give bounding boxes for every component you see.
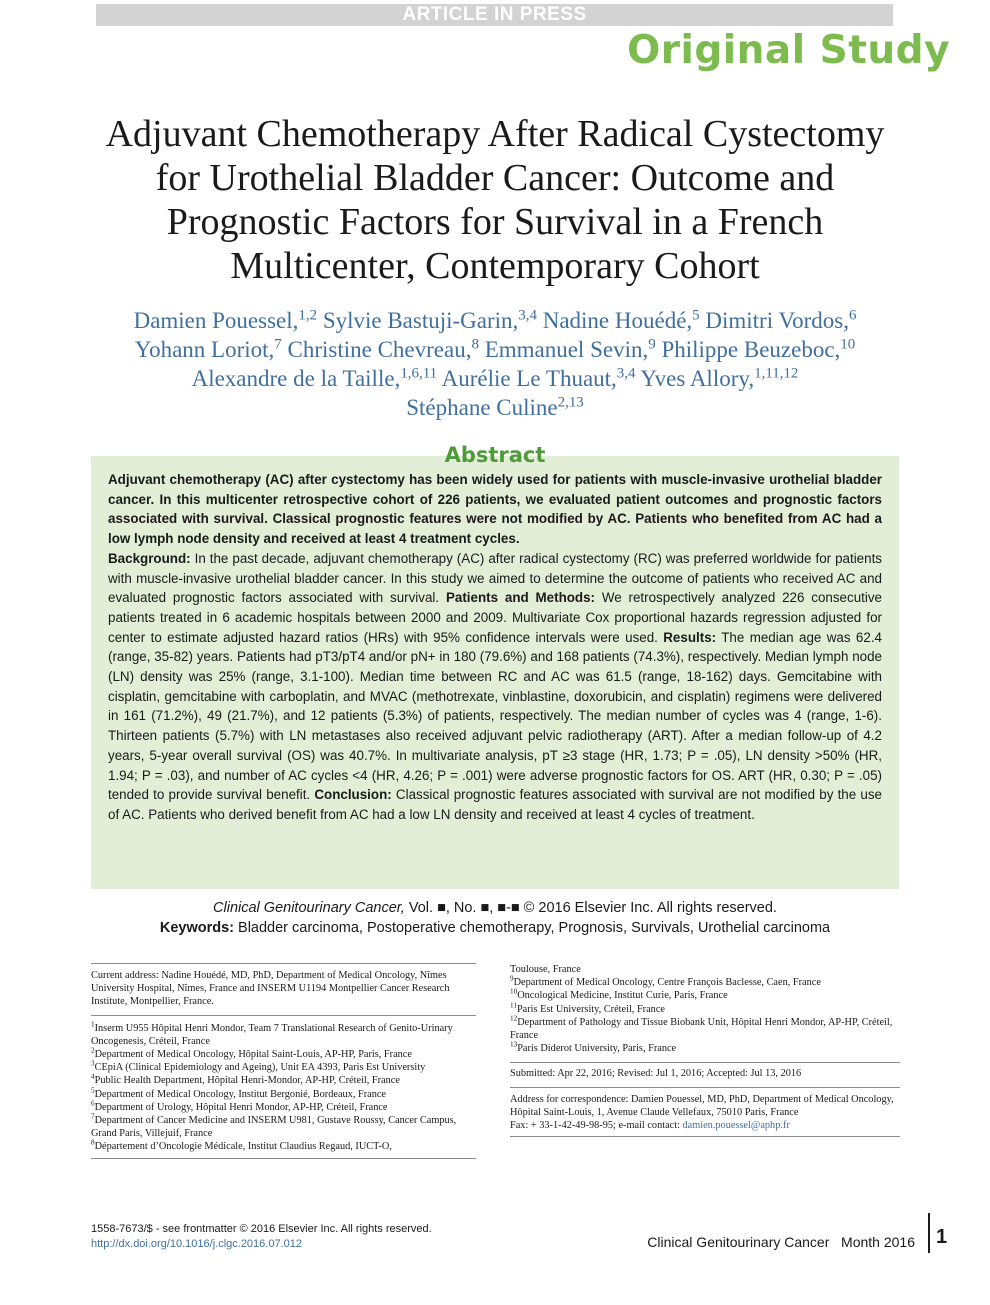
footnote-divider [510, 1136, 900, 1137]
footer-divider [928, 1213, 930, 1253]
affiliation-text: Department of Cancer Medicine and INSERM U981, Gustave Roussy, Cancer Campus, Grand Paris, Villejuif, France [91, 1115, 457, 1140]
article-title [60, 112, 930, 288]
author-name[interactable]: Yohann Loriot, [134, 337, 275, 362]
fax-text: Fax: + 33-1-42-49-98-95; e-mail contact: [510, 1120, 683, 1132]
author-name[interactable]: Alexandre de la Taille, [191, 366, 401, 391]
affiliation [91, 1061, 476, 1074]
author-name[interactable]: Sylvie Bastuji-Garin, [317, 308, 519, 333]
keywords-line [0, 919, 990, 938]
author-name[interactable]: Yves Allory, [635, 366, 755, 391]
affiliation-text: Oncological Medicine, Institut Curie, Paris, France [517, 990, 728, 1002]
section-label: Original Study [627, 28, 950, 73]
author-line [60, 364, 930, 393]
citation-line [0, 899, 990, 918]
author-affiliation-mark: 10 [840, 336, 856, 353]
results-text: The median age was 62.4 (range, 35-82) years. Patients had pT3/pT4 and/or pN+ in 180 (79.6%) and 168 patients (74.3%), respectively. Median lymph node (LN) density was 25% (range, 3.1-100). Median time between RC and AC was 61.5 (range, 18-162) days. Gemcitabine with cisplatin, gemcitabine with carboplatin, and MVAC (methotrexate, vinblastine, doxorubicin, and cisplatin) regimens were delivered in 161 (71.2%), 49 (21.7%), and 12 patients (5.3%) of patients, respectively. The median number of cycles was 4 (range, 1-6). Thirteen patients (5.7%) with LN metastases also received adjuvant pelvic radiotherapy (ART). After a median follow-up of 4.2 years, 5-year overall survival (OS) was 40.7%. In multivariate analysis, pT ≥3 stage (HR, 1.73; P = .05), LN density >50% (HR, 1.94; P = .03), and number of AC cycles <4 (HR, 4.26; P = .001) were adverse prognostic factors for OS. ART (HR, 0.30; P = .05) tended to provide survival benefit. [108, 629, 882, 803]
affiliation-number: 8 [91, 1139, 95, 1148]
author-line [60, 393, 930, 422]
author-name[interactable]: Christine Chevreau, [281, 337, 472, 362]
title-line: Prognostic Factors for Survival in a French [166, 201, 824, 243]
affiliation-text: CEpiA (Clinical Epidemiology and Ageing), Unit EA 4393, Paris Est University [94, 1062, 426, 1074]
affiliation-number: 9 [510, 974, 514, 983]
abstract-summary: Adjuvant chemotherapy (AC) after cystectomy has been widely used for patients with muscle-invasive urothelial bladder cancer. In this multicenter retrospective cohort of 226 patients, we evaluated patient outcomes and prognostic factors associated with survival. Classical prognostic features were not modified by AC. Patients who benefited from AC had a low lymph node density and received at least 4 treatment cycles. [108, 472, 882, 547]
author-affiliation-mark: 1,2 [298, 307, 318, 324]
current-address: Current address: Nadine Houédé, MD, PhD, Department of Medical Oncology, Nîmes University Hospital, Nîmes, France and INSERM U1194 Montpellier Cancer Research Institute, Montpellier, France. [91, 970, 450, 1008]
affiliation-number: 12 [510, 1014, 518, 1023]
affiliation-number: 1 [91, 1020, 95, 1029]
author-affiliation-mark: 5 [692, 307, 700, 324]
affiliation-number: 7 [91, 1112, 95, 1121]
footnote-divider [510, 1062, 900, 1063]
abstract-body [108, 549, 882, 825]
citation-journal: Clinical Genitourinary Cancer, [213, 900, 405, 916]
affiliation [91, 1022, 476, 1048]
affiliation-text: Department of Medical Oncology, Hôpital Saint-Louis, AP-HP, Paris, France [94, 1049, 412, 1061]
affiliation-text: Département d’Oncologie Médicale, Institut Claudius Regaud, IUCT-O, [94, 1141, 392, 1153]
footnote-divider [91, 963, 476, 964]
footnote-divider [91, 1158, 476, 1159]
article-in-press-banner: ARTICLE IN PRESS [96, 4, 893, 26]
affiliation-number: 6 [91, 1099, 95, 1108]
affiliation-continuation: Toulouse, France [510, 964, 581, 975]
affiliation-text: Inserm U955 Hôpital Henri Mondor, Team 7 Translational Research of Genito-Urinary Oncogenesis, Créteil, France [91, 1022, 453, 1047]
author-affiliation-mark: 8 [471, 336, 479, 353]
author-name[interactable]: Dimitri Vordos, [699, 308, 849, 333]
methods-label: Patients and Methods: [445, 590, 596, 606]
background-text: In the past decade, adjuvant chemotherapy (AC) after radical cystectomy (RC) was preferred worldwide for patients with muscle-invasive urothelial bladder cancer. In this study we aimed to determine the outcome of patients who received AC and evaluated prognostic factors associated with survival. [108, 550, 882, 606]
affiliation-number: 4 [91, 1073, 95, 1081]
affiliation [510, 989, 900, 1002]
footer-journal: Clinical Genitourinary Cancer [647, 1234, 830, 1250]
affiliation [91, 1048, 476, 1061]
affiliation-text: Department of Medical Oncology, Centre François Baclesse, Caen, France [513, 977, 821, 989]
author-name[interactable]: Nadine Houédé, [536, 308, 693, 333]
author-affiliation-mark: 7 [274, 336, 282, 353]
footnotes-right-column [510, 963, 900, 1142]
affiliation-number: 2 [91, 1046, 95, 1055]
author-affiliation-mark: 2,13 [557, 394, 584, 411]
footnote-divider [510, 1087, 900, 1088]
correspondence-contact [510, 1119, 900, 1132]
affiliation [510, 1003, 900, 1016]
page-number: 1 [936, 1226, 948, 1248]
affiliation-number: 5 [91, 1086, 95, 1095]
keywords-label: Keywords: [159, 920, 234, 936]
affiliation-text: Department of Medical Oncology, Institut Bergonié, Bordeaux, France [94, 1088, 386, 1100]
author-affiliation-mark: 9 [648, 336, 656, 353]
affiliation [91, 1114, 476, 1140]
citation-details: Vol. ■, No. ■, ■-■ © 2016 Elsevier Inc. All rights reserved. [404, 900, 777, 916]
conclusion-label: Conclusion: [314, 787, 392, 803]
affiliation [91, 1074, 476, 1087]
affiliation-number: 11 [510, 1001, 517, 1010]
affiliation [510, 1042, 900, 1055]
author-affiliation-mark: 1,6,11 [400, 365, 438, 382]
author-list [60, 306, 930, 422]
author-name[interactable]: Damien Pouessel, [133, 308, 299, 333]
author-name[interactable]: Emmanuel Sevin, [478, 337, 649, 362]
correspondence-address: Address for correspondence: Damien Pouessel, MD, PhD, Department of Medical Oncology, Hôpital Saint-Louis, 1, Avenue Claude Vellefaux, 75010 Paris, France [510, 1093, 894, 1118]
affiliation [510, 976, 900, 989]
author-affiliation-mark: 3,4 [518, 307, 537, 324]
affiliation-number: 3 [91, 1059, 95, 1068]
methods-text: We retrospectively analyzed 226 consecutive patients treated in 6 academic hospitals between 2000 and 2009. Multivariate Cox proportional hazards regression adjusted for center to estimate adjusted hazard ratios (HRs) with 95% confidence intervals were used. [108, 590, 882, 645]
affiliation-text: Department of Urology, Hôpital Henri Mondor, AP-HP, Créteil, France [94, 1101, 388, 1113]
author-affiliation-mark: 6 [848, 307, 857, 324]
title-line: Adjuvant Chemotherapy After Radical Cystectomy [105, 113, 885, 155]
footer-left [91, 1222, 432, 1252]
doi-link[interactable]: http://dx.doi.org/10.1016/j.clgc.2016.07.012 [91, 1238, 302, 1250]
title-line: Multicenter, Contemporary Cohort [230, 245, 760, 287]
footnote-divider [91, 1015, 476, 1016]
author-affiliation-mark: 1,11,12 [754, 365, 799, 382]
affiliation [91, 1140, 476, 1153]
footer-month: Month 2016 [841, 1234, 915, 1250]
abstract-box [91, 456, 899, 889]
keywords-text: Bladder carcinoma, Postoperative chemotherapy, Prognosis, Survivals, Urothelial carcinoma [234, 920, 831, 936]
affiliation [91, 1101, 476, 1114]
author-line [60, 335, 930, 364]
issn-line: 1558-7673/$ - see frontmatter © 2016 Elsevier Inc. All rights reserved. [91, 1223, 432, 1235]
author-name[interactable]: Philippe Beuzeboc, [655, 337, 841, 362]
footer-right [647, 1233, 915, 1251]
affiliation-text: Department of Pathology and Tissue Biobank Unit, Hôpital Henri Mondor, AP-HP, Créteil, France [510, 1016, 893, 1042]
abstract-heading: Abstract [444, 443, 546, 467]
conclusion-text: Classical prognostic features associated with survival are not modified by the use of AC. Patients who derived benefit from AC had a low LN density and received at least 4 cycles of treatment. [108, 787, 882, 822]
affiliation [510, 1016, 900, 1042]
email-link[interactable]: damien.pouessel@aphp.fr [682, 1120, 790, 1132]
affiliation-text: Paris Diderot University, Paris, France [517, 1043, 677, 1055]
background-label: Background: [108, 550, 191, 566]
author-line [60, 306, 930, 335]
affiliation-number: 10 [510, 987, 518, 996]
affiliation-text: Paris Est University, Créteil, France [516, 1003, 665, 1015]
author-name[interactable]: Stéphane Culine [406, 395, 558, 420]
author-affiliation-mark: 3,4 [616, 365, 636, 382]
footnotes-left-column [91, 963, 476, 1164]
results-label: Results: [663, 629, 717, 645]
affiliation-text: Public Health Department, Hôpital Henri-Mondor, AP-HP, Créteil, France [94, 1075, 400, 1087]
title-line: for Urothelial Bladder Cancer: Outcome and [155, 157, 835, 199]
submission-dates: Submitted: Apr 22, 2016; Revised: Jul 1, 2016; Accepted: Jul 13, 2016 [510, 1068, 802, 1080]
affiliation-number: 13 [510, 1040, 518, 1049]
author-name[interactable]: Aurélie Le Thuaut, [437, 366, 617, 391]
affiliation [91, 1088, 476, 1101]
